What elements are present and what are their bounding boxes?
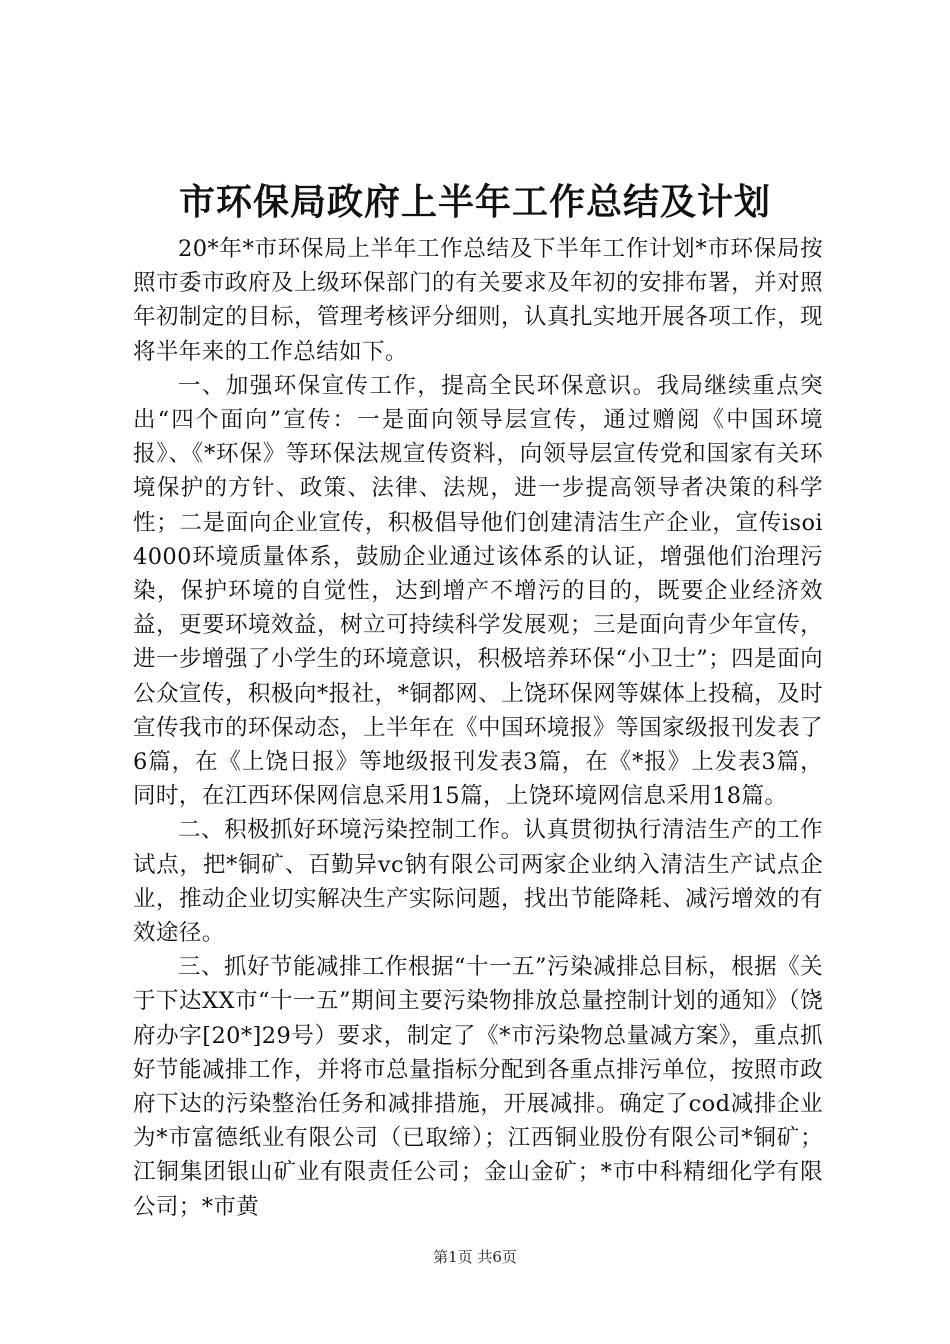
- paragraph-section-3: 三、抓好节能减排工作根据“十一五”污染减排总目标，根据《关于下达XX市“十一五”期间主要污染物排放总量控制计划的通知》（饶府办字[20*]29号）要求，制定了《*市污染物总量减方案》，重点抓好节能减排工作，并将市总量指标分配到各重点排污单位，按照市政府下达的污染整治任务和减排措施，开展减排。确定了cod减排企业为*市富德纸业有限公司（已取缔）；江西铜业股份有限公司*铜矿；江铜集团银山矿业有限责任公司；金山金矿；*市中科精细化学有限公司；*市黄: [133, 954, 823, 1220]
- document-body: [133, 232, 823, 1224]
- page-footer: 第1页 共6页: [433, 1248, 517, 1266]
- document-title: 市环保局政府上半年工作总结及计划: [178, 181, 771, 223]
- paragraph-section-2: 二、积极抓好环境污染控制工作。认真贯彻执行清洁生产的工作试点，把*铜矿、百勤异vc钠有限公司两家企业纳入清洁生产试点企业，推动企业切实解决生产实际问题，找出节能降耗、减污增效的有效途径。: [133, 817, 823, 947]
- paragraph-section-1: 一、加强环保宣传工作，提高全民环保意识。我局继续重点突出“四个面向”宣传：一是面向领导层宣传，通过赠阅《中国环境报》、《*环保》等环保法规宣传资料，向领导层宣传党和国家有关环境保护的方针、政策、法律、法规，进一步提高领导者决策的科学性；二是面向企业宣传，积极倡导他们创建清洁生产企业，宣传isoi4000环境质量体系，鼓励企业通过该体系的认证，增强他们治理污染，保护环境的自觉性，达到增产不增污的目的，既要企业经济效益，更要环境效益，树立可持续科学发展观；三是面向青少年宣传，进一步增强了小学生的环境意识，积极培养环保“小卫士”；四是面向公众宣传，积极向*报社，*铜都网、上饶环保网等媒体上投稿，及时宣传我市的环保动态，上半年在《中国环境报》等国家级报刊发表了6篇，在《上饶日报》等地级报刊发表3篇，在《*报》上发表3篇，同时，在江西环保网信息采用15篇，上饶环境网信息采用18篇。: [133, 372, 823, 810]
- paragraph-intro: 20*年*市环保局上半年工作总结及下半年工作计划*市环保局按照市委市政府及上级环保部门的有关要求及年初的安排布署，并对照年初制定的目标，管理考核评分细则，认真扎实地开展各项工作，现将半年来的工作总结如下。: [133, 236, 823, 365]
